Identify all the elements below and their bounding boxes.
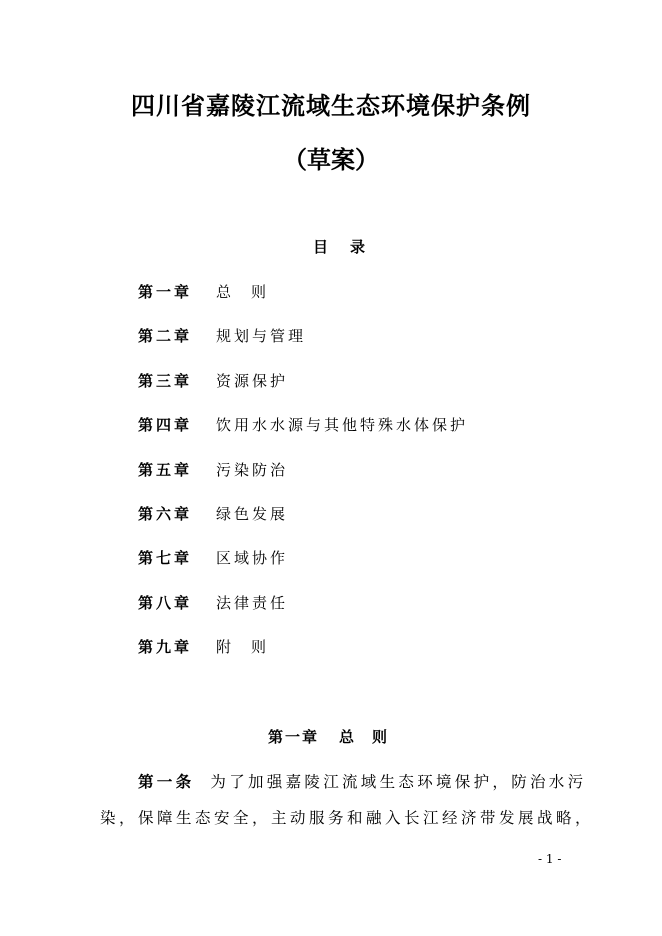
toc-chapter-number: 第四章	[138, 416, 193, 435]
toc-chapter-title: 规划与管理	[216, 327, 307, 346]
toc-chapter-number: 第六章	[138, 504, 193, 523]
toc-chapter-number: 第五章	[138, 460, 193, 479]
article-text-line-1: 为了加强嘉陵江流域生态环境保护，防治水污	[210, 773, 587, 791]
article-second-line: 染，保障生态安全，主动服务和融入长江经济带发展战略，	[100, 809, 595, 827]
toc-item	[138, 414, 468, 458]
toc-chapter-number: 第八章	[138, 593, 193, 612]
toc-item	[138, 547, 468, 591]
toc-chapter-title: 总则	[216, 283, 287, 301]
toc-item	[138, 325, 468, 369]
toc-heading: 目录	[312, 238, 387, 256]
toc-chapter-number: 第二章	[138, 327, 193, 346]
chapter-name: 总则	[339, 728, 406, 746]
toc-chapter-number: 第七章	[138, 549, 193, 568]
toc-chapter-number: 第一章	[138, 283, 193, 301]
toc-chapter-number: 第三章	[138, 371, 193, 390]
toc-item	[138, 281, 468, 325]
article-first-line	[138, 770, 586, 792]
document-title: 四川省嘉陵江流域生态环境保护条例	[131, 91, 531, 120]
article-label: 第一条	[138, 772, 195, 791]
toc-chapter-title: 污染防治	[216, 460, 289, 479]
toc-item	[138, 370, 468, 414]
toc-item	[138, 636, 468, 680]
toc-chapter-title: 附则	[216, 638, 287, 657]
toc-chapter-title: 饮用水水源与其他特殊水体保护	[216, 416, 469, 435]
chapter-number: 第一章	[268, 728, 320, 746]
table-of-contents	[138, 281, 468, 681]
document-subtitle: （草案）	[283, 145, 379, 174]
toc-chapter-number: 第九章	[138, 638, 193, 657]
toc-item	[138, 459, 468, 503]
page-number: - 1 -	[538, 852, 562, 866]
chapter-heading	[268, 726, 405, 747]
toc-chapter-title: 法律责任	[216, 593, 289, 612]
toc-chapter-title: 资源保护	[216, 371, 289, 390]
toc-item	[138, 592, 468, 636]
toc-item	[138, 503, 468, 547]
toc-chapter-title: 区域协作	[216, 549, 289, 568]
toc-chapter-title: 绿色发展	[216, 504, 289, 523]
